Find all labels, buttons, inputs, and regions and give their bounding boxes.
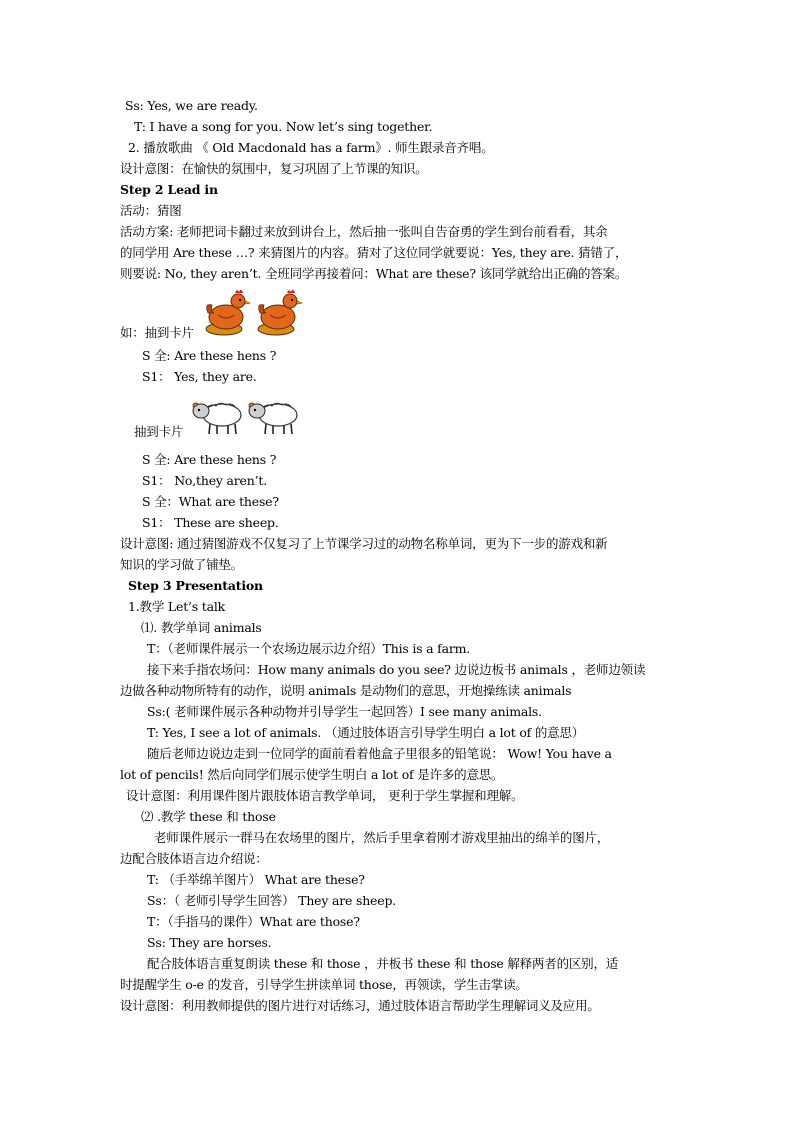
dialogue-line: Ss: Yes, we are ready. xyxy=(125,98,258,113)
paragraph-line: 随后老师边说边走到一位同学的面前看着他盒子里很多的铅笔说： Wow! You have a xyxy=(147,746,612,761)
dialogue-line: S1： These are sheep. xyxy=(142,515,279,530)
dialogue-line: Ss: They are horses. xyxy=(147,935,272,950)
dialogue-line: S 全: Are these hens ? xyxy=(142,452,277,467)
design-intent: 设计意图：在愉快的氛围中，复习巩固了上节课的知识。 xyxy=(120,161,428,176)
design-intent: 设计意图: 通过猜图游戏不仅复习了上节课学习过的动物名称单词，更为下一步的游戏和新 xyxy=(120,536,608,551)
dialogue-line: S1： Yes, they are. xyxy=(142,369,257,384)
paragraph-line: 配合肢体语言重复朗读 these 和 those ，并板书 these 和 those 解释两者的区别，适 xyxy=(147,956,619,971)
dialogue-line: Ss:( 老师课件展示各种动物并引导学生一起回答）I see many animals. xyxy=(147,704,542,719)
paragraph-line: 时提醒学生 o-e 的发音，引导学生拼读单词 those，再领读，学生击掌读。 xyxy=(120,977,528,992)
design-intent: 知识的学习做了铺垫。 xyxy=(120,557,244,572)
design-intent: 设计意图：利用教师提供的图片进行对话练习，通过肢体语言帮助学生理解词义及应用。 xyxy=(120,998,600,1013)
sheep-icon xyxy=(249,403,297,434)
example-label: 如：抽到卡片 xyxy=(120,325,194,340)
dialogue-line: T: （手举绵羊图片） What are these? xyxy=(147,872,365,887)
hen-icon xyxy=(258,290,302,335)
paragraph-line: 老师课件展示一群马在农场里的图片，然后手里拿着刚才游戏里抽出的绵羊的图片， xyxy=(154,830,610,845)
subsection-title: ⑴. 教学单词 animals xyxy=(141,620,262,635)
dialogue-line: S1： No,they aren’t. xyxy=(142,473,267,488)
dialogue-line: T: I have a song for you. Now let’s sing together. xyxy=(134,119,433,134)
activity-item: 2. 播放歌曲 《 Old Macdonald has a farm》. 师生跟录音齐唱。 xyxy=(128,140,494,155)
dialogue-line: S 全：What are these? xyxy=(142,494,279,509)
step-heading: Step 3 Presentation xyxy=(128,578,263,593)
section-title: 1.教学 Let’s talk xyxy=(128,599,226,614)
paragraph-line: 的同学用 Are these …? 来猜图片的内容。猜对了这位同学就要说：Yes, they are. 猜错了， xyxy=(120,245,628,260)
sheep-picture xyxy=(190,397,302,437)
paragraph-line: 接下来手指农场问：How many animals do you see? 边说边板书 animals ，老师边领读 xyxy=(147,662,646,677)
paragraph-line: 边配合肢体语言边介绍说： xyxy=(120,851,268,866)
step-heading: Step 2 Lead in xyxy=(120,182,218,197)
subsection-title: ⑵ .教学 these 和 those xyxy=(141,809,276,824)
paragraph-line: lot of pencils! 然后向同学们展示使学生明白 a lot of 是许多的意思。 xyxy=(120,767,504,782)
dialogue-line: S 全: Are these hens ? xyxy=(142,348,277,363)
paragraph-line: 则要说: No, they aren’t. 全班同学再接着问：What are these? 该同学就给出正确的答案。 xyxy=(120,266,628,281)
dialogue-line: T：（老师课件展示一个农场边展示边介绍）This is a farm. xyxy=(147,641,471,656)
activity-title: 活动：猜图 xyxy=(120,203,182,218)
example-label: 抽到卡片 xyxy=(134,424,184,439)
sheep-icon xyxy=(193,403,241,434)
paragraph-line: 活动方案: 老师把词卡翻过来放到讲台上，然后抽一张叫自告奋勇的学生到台前看看，其余 xyxy=(120,224,608,239)
dialogue-line: T：（手指马的课件）What are those? xyxy=(147,914,360,929)
paragraph-line: 边做各种动物所特有的动作，说明 animals 是动物们的意思，开炮操练读 animals xyxy=(120,683,572,698)
design-intent: 设计意图：利用课件图片跟肢体语言教学单词， 更利于学生掌握和理解。 xyxy=(126,788,524,803)
dialogue-line: Ss：（ 老师引导学生回答） They are sheep. xyxy=(147,893,397,908)
hen-icon xyxy=(206,290,250,335)
dialogue-line: T: Yes, I see a lot of animals. （通过肢体语言引导学生明白 a lot of 的意思） xyxy=(147,725,585,740)
hens-picture xyxy=(202,285,306,337)
